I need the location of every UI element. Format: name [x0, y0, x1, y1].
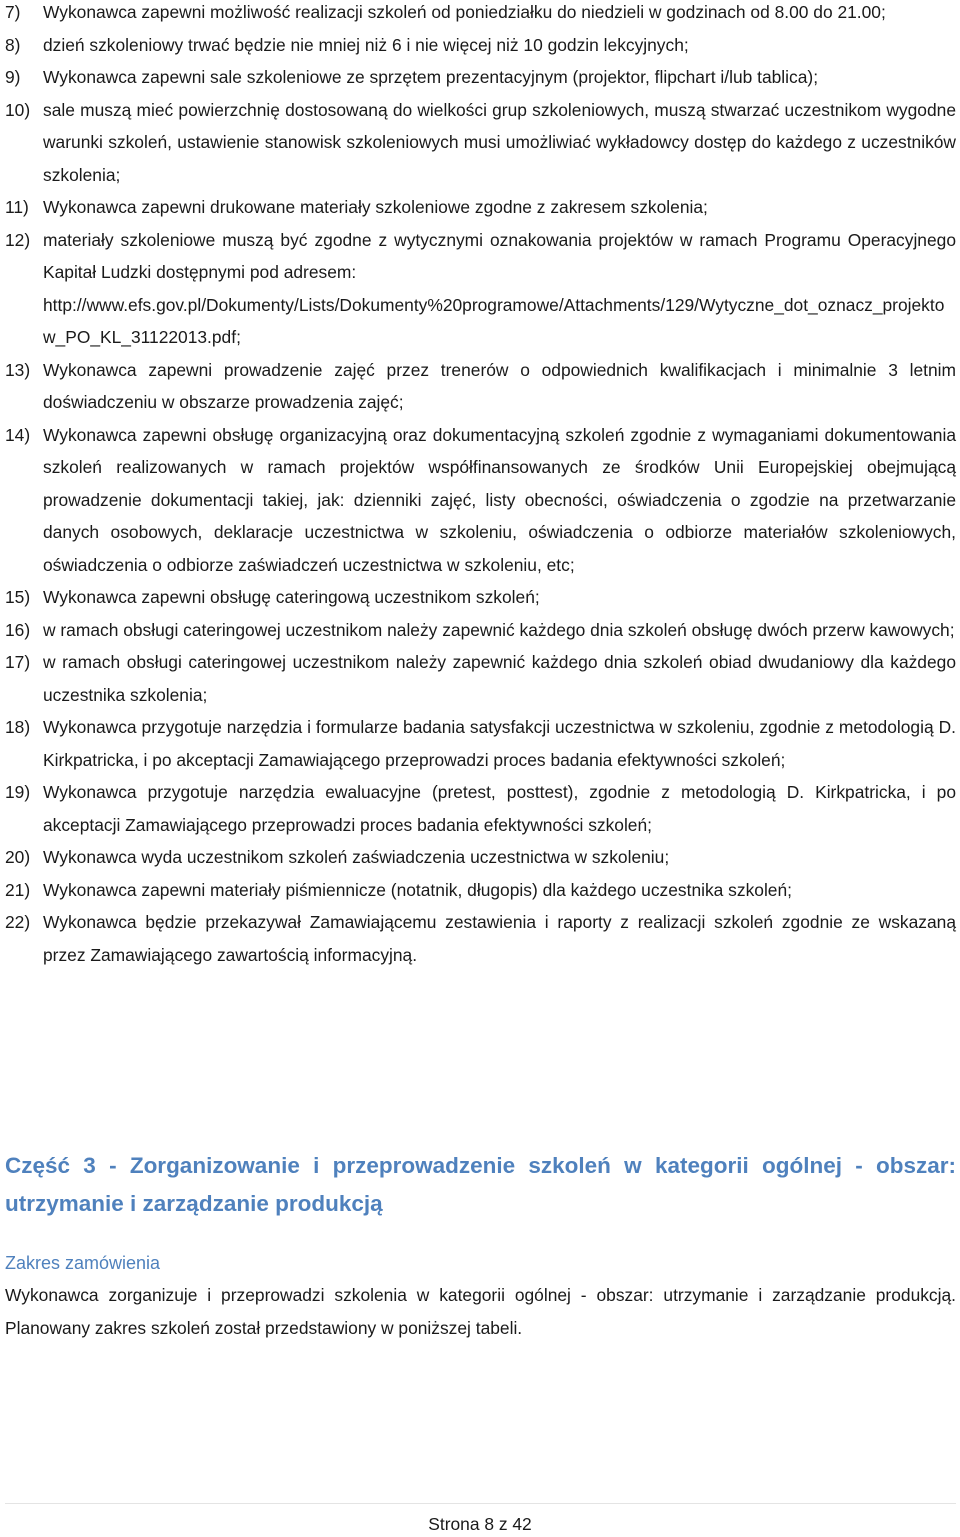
subheading-scope: Zakres zamówienia: [5, 1253, 161, 1273]
list-item-number: 14): [5, 424, 31, 445]
list-item-number: 10): [5, 99, 31, 120]
list-item: [5, 29, 956, 62]
list-item-text: w ramach obsługi cateringowej uczestnikom należy zapewnić każdego dnia szkoleń obsługę dwóch przerw kawowych;: [43, 619, 955, 640]
footer-divider: [5, 1503, 956, 1504]
list-item: [5, 581, 956, 614]
list-item: [5, 906, 956, 971]
list-item: [5, 0, 956, 29]
list-item-number: 11): [5, 197, 29, 217]
list-item-number: 8): [5, 34, 21, 55]
list-item-text: Wykonawca wyda uczestnikom szkoleń zaświadczenia uczestnictwa w szkoleniu;: [43, 847, 670, 867]
list-item-number: 19): [5, 782, 31, 802]
list-item: [5, 419, 956, 582]
list-item-text: Wykonawca zapewni sale szkoleniowe ze sprzętem prezentacyjnym (projektor, flipchart i/lub tablica);: [43, 67, 819, 87]
list-item: [5, 614, 956, 647]
list-item: [5, 776, 956, 841]
list-item-text: Wykonawca zapewni możliwość realizacji szkoleń od poniedziałku do niedzieli w godzinach od 8.00 do 21.00;: [43, 2, 886, 22]
list-item-text: sale muszą mieć powierzchnię dostosowaną do wielkości grup szkoleniowych, muszą stwarzać uczestnikom wygodne warunki szkoleń, ustawienie stanowisk szkoleniowych musi umożliwiać wykładowcy dostęp do każdego z uczestników szkolenia;: [43, 99, 956, 185]
list-item: [5, 711, 956, 776]
list-item-number: 16): [5, 619, 31, 640]
list-item: [5, 646, 956, 711]
list-item-number: 18): [5, 717, 31, 737]
list-item-number: 9): [5, 67, 21, 87]
section-heading: Część 3 - Zorganizowanie i przeprowadzenie szkoleń w kategorii ogólnej - obszar: utrzymanie i zarządzanie produkcją: [5, 1153, 956, 1216]
list-item-number: 13): [5, 359, 31, 380]
list-item-text-body: materiały szkoleniowe muszą być zgodne z wytycznymi oznakowania projektów w ramach Programu Operacyjnego Kapitał Ludzki dostępnymi pod adresem:: [43, 229, 956, 282]
list-item-text: Wykonawca przygotuje narzędzia ewaluacyjne (pretest, posttest), zgodnie z metodologią D. Kirkpatricka, i po akceptacji Zamawiającego przeprowadzi proces badania efektywności szkoleń;: [43, 782, 956, 835]
list-item-text: Wykonawca zapewni drukowane materiały szkoleniowe zgodne z zakresem szkolenia;: [43, 197, 708, 217]
page-number-footer: Strona 8 z 42: [428, 1514, 532, 1534]
list-item: [5, 354, 956, 419]
list-item: [5, 191, 956, 224]
list-item-text: Wykonawca przygotuje narzędzia i formularze badania satysfakcji uczestnictwa w szkoleniu, zgodnie z metodologią D. Kirkpatricka, i po akceptacji Zamawiającego przeprowadzi proces badania efektywności szkoleń;: [43, 717, 956, 770]
list-item-number: 20): [5, 847, 31, 867]
list-item-number: 7): [5, 2, 21, 22]
list-item: [5, 94, 956, 192]
list-item-text: Wykonawca będzie przekazywał Zamawiającemu zestawienia i raporty z realizacji szkoleń zgodnie ze wskazaną przez Zamawiającego zawartością informacyjną.: [43, 912, 956, 965]
list-item: [5, 841, 956, 874]
list-item-text: Wykonawca zapewni obsługę cateringową uczestnikom szkoleń;: [43, 587, 540, 607]
scope-paragraph: Wykonawca zorganizuje i przeprowadzi szkolenia w kategorii ogólnej - obszar: utrzymanie i zarządzanie produkcją. Planowany zakres szkoleń został przedstawiony w poniższej tabeli.: [5, 1285, 956, 1338]
list-item-text: dzień szkoleniowy trwać będzie nie mniej niż 6 i nie więcej niż 10 godzin lekcyjnych;: [43, 34, 689, 55]
list-item: [5, 224, 956, 354]
requirements-list: [5, 0, 956, 971]
list-item: [5, 61, 956, 94]
list-item-text: w ramach obsługi cateringowej uczestnikom należy zapewnić każdego dnia szkoleń obiad dwudaniowy dla każdego uczestnika szkolenia;: [43, 652, 956, 705]
list-item-text: [43, 224, 956, 354]
list-item: [5, 874, 956, 907]
list-item-text: Wykonawca zapewni prowadzenie zajęć przez trenerów o odpowiednich kwalifikacjach i minimalnie 3 letnim doświadczeniu w obszarze prowadzenia zajęć;: [43, 359, 956, 412]
list-item-number: 12): [5, 229, 31, 250]
list-item-number: 21): [5, 879, 31, 900]
list-item-number: 17): [5, 652, 31, 672]
list-item-number: 22): [5, 912, 31, 932]
document-url-link[interactable]: http://www.efs.gov.pl/Dokumenty/Lists/Dokumenty%20programowe/Attachments/129/Wytyczne_dot_oznacz_projektow_PO_KL_31122013.pdf;: [43, 294, 945, 347]
list-item-text: Wykonawca zapewni obsługę organizacyjną oraz dokumentacyjną szkoleń zgodnie z wymaganiami dokumentowania szkoleń realizowanych w ramach projektów współfinansowanych ze środków Unii Europejskiej obejmującą prowadzenie dokumentacji takiej, jak: dzienniki zajęć, listy obecności, oświadczenia o zgodzie na przetwarzanie danych osobowych, deklaracje uczestnictwa w szkoleniu, oświadczenia o odbiorze materiałów szkoleniowych, oświadczenia o odbiorze zaświadczeń uczestnictwa w szkoleniu, etc;: [43, 424, 956, 575]
list-item-number: 15): [5, 587, 31, 607]
list-item-text: Wykonawca zapewni materiały piśmiennicze (notatnik, długopis) dla każdego uczestnika szkoleń;: [43, 879, 792, 900]
